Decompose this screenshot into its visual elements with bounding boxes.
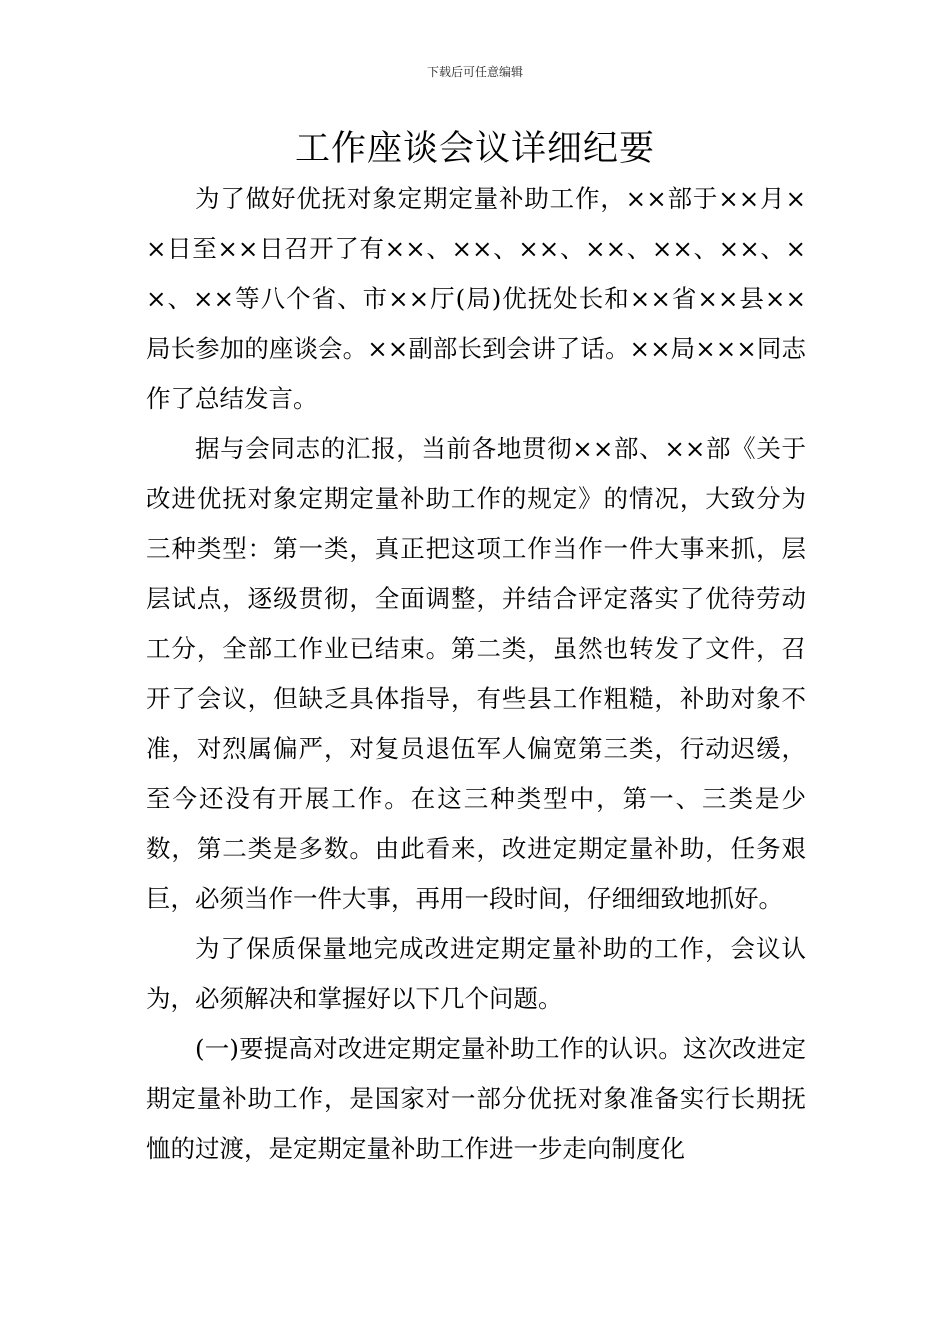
document-title: 工作座谈会议详细纪要 [294, 129, 655, 169]
paragraph-1: 为了做好优抚对象定期定量补助工作，××部于××月××日至××日召开了有××、××、××、××、××、××、××、××等八个省、市××厅(局)优抚处长和××省××县××局长参加的座谈会。××副部长到会讲了话。××局×××同志作了总结发言。 [146, 184, 806, 413]
header-note: 下载后可任意编辑 [426, 65, 523, 79]
paragraph-3: 为了保质保量地完成改进定期定量补助的工作，会议认为，必须解决和掌握好以下几个问题。 [146, 934, 806, 1013]
paragraph-2: 据与会同志的汇报，当前各地贯彻××部、××部《关于改进优抚对象定期定量补助工作的规定》的情况，大致分为三种类型：第一类，真正把这项工作当作一件大事来抓，层层试点，逐级贯彻，全面调整，并结合评定落实了优待劳动工分，全部工作业已结束。第二类，虽然也转发了文件，召开了会议，但缺乏具体指导，有些县工作粗糙，补助对象不准，对烈属偏严，对复员退伍军人偏宽第三类，行动迟缓，至今还没有开展工作。在这三种类型中，第一、三类是少数，第二类是多数。由此看来，改进定期定量补助，任务艰巨，必须当作一件大事，再用一段时间，仔细细致地抓好。 [146, 434, 806, 913]
paragraph-4: (一)要提高对改进定期定量补助工作的认识。这次改进定期定量补助工作，是国家对一部分优抚对象准备实行长期抚恤的过渡，是定期定量补助工作进一步走向制度化 [146, 1034, 806, 1163]
document-body [146, 174, 806, 1174]
